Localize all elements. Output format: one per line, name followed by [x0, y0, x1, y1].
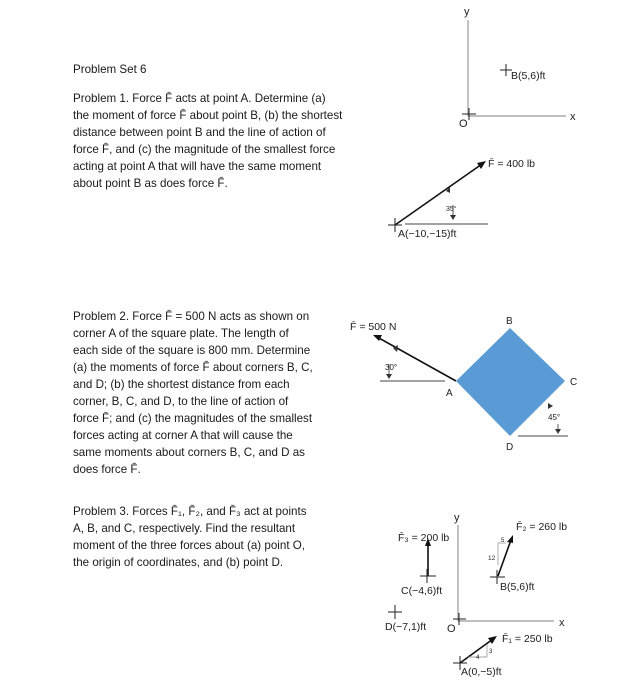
problem-3-figure — [340, 505, 620, 695]
x-axis-label: x — [559, 617, 565, 629]
problem-2-line: same moments about corners B, C, and D as — [73, 446, 305, 459]
point-b-label: B(5,6)ft — [511, 70, 546, 82]
point-c-label: C(−4,6)ft — [401, 585, 443, 597]
problem-3-line: Problem 3. Forces F̄₁, F̄₂, and F̄₃ act at points — [73, 505, 307, 518]
point-d-label: D(−7,1)ft — [385, 621, 427, 633]
problem-3-text — [73, 503, 307, 571]
origin-label: O — [447, 623, 456, 635]
force-label: F̄ = 500 N — [350, 321, 397, 333]
point-b-label: B(5,6)ft — [500, 581, 535, 593]
problem-3-line: moment of the three forces about (a) point O, — [73, 539, 305, 552]
document-title: Problem Set 6 — [73, 63, 147, 76]
force-arrow — [395, 164, 482, 225]
f2-label: F̄₂ = 260 lb — [516, 521, 568, 533]
problem-2-line: Problem 2. Force F̄ = 500 N acts as shown on — [73, 310, 310, 323]
corner-d-label: D — [506, 442, 514, 453]
problem-1-line: acting at point A that will have the same moment — [73, 160, 322, 173]
angle-plate-label: 45° — [548, 413, 561, 422]
corner-c-label: C — [570, 377, 578, 388]
problem-1-text — [73, 90, 342, 192]
problem-3-line: the origin of coordinates, and (b) point D. — [73, 556, 284, 569]
f2-slope-rise: 12 — [488, 555, 496, 562]
problem-1-line: the moment of force F̄ about point B, (b) the shortest — [73, 109, 343, 122]
f1-slope-run: 4 — [476, 655, 480, 661]
origin-label: O — [459, 118, 468, 130]
corner-b-label: B — [506, 316, 513, 327]
f1-slope-rise: 3 — [489, 649, 493, 655]
problem-2-line: does force F̄. — [73, 463, 141, 476]
problem-3-line: A, B, and C, respectively. Find the resultant — [73, 522, 296, 535]
problem-1-line: distance between point B and the line of action of — [73, 126, 326, 139]
f3-label: F̄₃ = 200 lb — [398, 532, 450, 544]
corner-a-label: A — [446, 388, 453, 399]
angle-force-label: 30° — [385, 363, 398, 372]
problem-2-text — [73, 308, 313, 478]
problem-1-line: about point B as does force F̄. — [73, 177, 228, 190]
problem-2-line: corner A of the square plate. The length of — [73, 327, 289, 340]
problem-2-line: forces acting at corner A that will cause the — [73, 429, 293, 442]
x-axis-label: x — [570, 111, 576, 123]
problem-1-line: force F̄, and (c) the magnitude of the smallest force — [73, 143, 336, 156]
problem-1-line: Problem 1. Force F̄ acts at point A. Determine (a) — [73, 92, 326, 105]
y-axis-label: y — [454, 512, 460, 524]
problem-2-line: and D; (b) the shortest distance from each — [73, 378, 290, 391]
y-axis-label: y — [464, 6, 470, 18]
problem-2-line: each side of the square is 800 mm. Determine — [73, 344, 311, 357]
problem-1-figure — [380, 0, 620, 250]
point-a-label: A(0,−5)ft — [461, 666, 502, 678]
f2-arrow — [498, 540, 511, 576]
problem-2-figure — [340, 300, 620, 470]
f2-slope-run: 5 — [501, 538, 505, 544]
force-label: F̄ = 400 lb — [488, 158, 535, 170]
f1-label: F̄₁ = 250 lb — [502, 633, 553, 645]
point-a-label: A(−10,−15)ft — [398, 228, 457, 240]
problem-2-line: force F̄; and (c) the magnitudes of the smallest — [73, 412, 313, 425]
angle-label: 35° — [446, 206, 457, 213]
problem-2-line: corner, B, C, and D, to the line of action of — [73, 395, 289, 408]
problem-2-line: (a) the moments of force F̄ about corners B, C, — [73, 361, 313, 374]
